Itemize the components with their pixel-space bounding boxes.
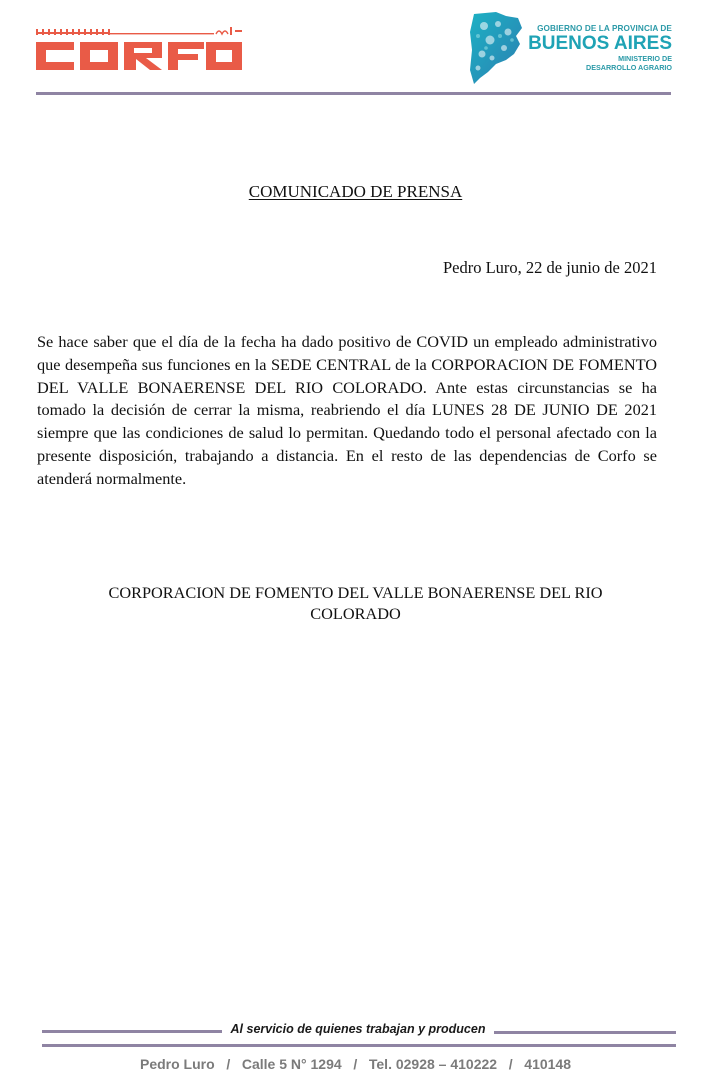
document-title: COMUNICADO DE PRENSA — [248, 182, 463, 201]
footer-address: Pedro Luro / Calle 5 N° 1294 / Tel. 02928 – 410222 / 410148 — [139, 1056, 572, 1072]
document-signature — [0, 583, 711, 624]
buenos-aires-government-logo — [466, 10, 676, 86]
document-date: Pedro Luro, 22 de junio de 2021 — [442, 258, 657, 277]
letterhead — [0, 0, 711, 100]
ministry-line-1: MINISTERIO DE — [618, 54, 672, 63]
province-name: BUENOS AIRES — [528, 33, 672, 54]
signature-line-2: COLORADO — [310, 603, 401, 623]
footer-divider-right — [494, 1031, 676, 1034]
footer-tagline: Al servicio de quienes trabajan y producen — [230, 1022, 486, 1036]
signature-line-1: CORPORACION DE FOMENTO DEL VALLE BONAERENSE DEL RIO — [108, 583, 603, 602]
corfo-logo-graphic — [36, 26, 244, 74]
footer-divider-left — [42, 1030, 222, 1033]
corfo-logo — [36, 26, 244, 74]
header-divider — [36, 92, 671, 95]
province-map-icon — [466, 10, 524, 86]
government-name — [526, 24, 672, 72]
government-line: GOBIERNO DE LA PROVINCIA DE — [537, 24, 672, 33]
ministry-line-2: DESARROLLO AGRARIO — [586, 63, 672, 72]
document-body: Se hace saber que el día de la fecha ha dado positivo de COVID un empleado administrativo que desempeña sus funciones en la SEDE CENTRAL de la CORPORACION DE FOMENTO DEL VALLE BONAERENSE DEL RIO COLORADO. Ante estas circunstancias se ha tomado la decisión de cerrar la misma, reabriendo el día LUNES 28 DE JUNIO DE 2021 siempre que las condiciones de salud lo permitan. Quedando todo el personal afectado con la presente disposición, trabajando a distancia. En el resto de las dependencias de Corfo se atenderá normalmente. — [37, 332, 657, 488]
footer-divider-bottom — [42, 1044, 676, 1047]
